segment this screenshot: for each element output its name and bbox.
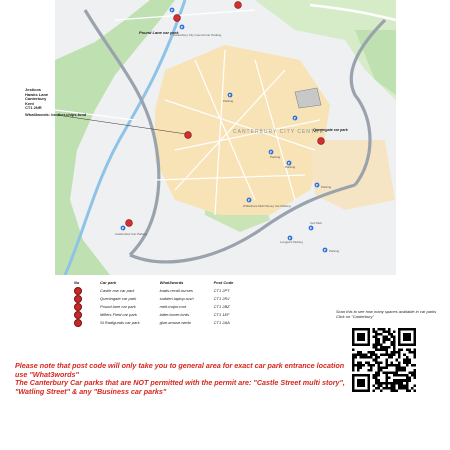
table-row (70, 287, 237, 295)
car-park-w3w: melt.major.root (159, 304, 187, 310)
svg-text:P: P (269, 150, 273, 155)
car-park-marker-icon (74, 319, 82, 327)
map-label-parking: Parking (285, 165, 296, 169)
parking-icon[interactable] (323, 248, 328, 253)
column-header: No (74, 280, 80, 286)
car-park-pin[interactable] (318, 138, 325, 145)
map-label-parking: Parking (329, 249, 340, 253)
parking-icon[interactable] (180, 25, 185, 30)
table-row (70, 319, 237, 327)
map-label-pound-lane: Pound Lane car park (139, 30, 179, 35)
office-address-callout (25, 88, 86, 118)
table-row (70, 303, 237, 311)
svg-text:P: P (315, 183, 319, 188)
svg-text:P: P (247, 198, 251, 203)
map-label-parking: Parking (223, 99, 234, 103)
district-label: CANTERBURY CITY CENTRE (233, 129, 324, 135)
map-label-queningate: Queningate car park (313, 128, 348, 132)
car-park-postcode: CT1 2BZ (213, 304, 230, 310)
parking-icon[interactable] (293, 116, 298, 121)
map-label-car-park: Car Park (310, 221, 322, 225)
car-park-name: Castle row car park (100, 288, 135, 294)
car-park-marker-icon (74, 295, 82, 303)
table-row (70, 311, 237, 319)
svg-text:P: P (180, 25, 184, 30)
address-line: Kent (25, 100, 34, 106)
svg-text:P: P (288, 236, 292, 241)
car-park-pin[interactable] (235, 2, 242, 9)
car-park-name: Pound lane car park (100, 304, 136, 310)
car-park-marker-icon (74, 311, 82, 319)
map-label-canterbury-coach: Canterbury City Council Car Parking (173, 33, 222, 37)
map-label-parking: Parking (321, 185, 332, 189)
car-park-table (70, 279, 237, 327)
cathedral-building (295, 88, 321, 108)
parking-icon[interactable] (315, 183, 320, 188)
car-park-name: St Radigunds car park (100, 320, 140, 326)
car-park-postcode: CT1 2AA (213, 320, 230, 326)
parking-icon[interactable] (121, 226, 126, 231)
car-park-name: Queningate car park (100, 296, 137, 302)
map-label-castle-row: Castle Row Car Parking (115, 232, 148, 236)
w3w-value: brother.chips.fond (51, 111, 87, 117)
column-header: Car park (100, 280, 117, 286)
car-park-postcode: CT1 1EF (213, 312, 230, 318)
column-header: What3words (159, 280, 184, 286)
car-park-marker-icon (74, 287, 82, 295)
car-park-w3w: sudden.laptop.rush (159, 296, 194, 302)
svg-text:P: P (287, 161, 291, 166)
parking-icon[interactable] (247, 198, 252, 203)
permit-notice (15, 362, 345, 396)
notice-line: Please note that post code will only take you to general area for exact car park entrance location use "What3words" (15, 361, 345, 379)
column-header: Post Code (213, 280, 234, 286)
car-park-w3w: loads.recall.nurses (159, 288, 193, 294)
address-line: CT1 2NR (25, 105, 42, 111)
qr-code[interactable] (352, 328, 416, 392)
car-park-pin[interactable] (126, 220, 133, 227)
svg-text:P: P (121, 226, 125, 231)
car-park-w3w: glue.amuse.wedo (159, 320, 191, 326)
map-label-longport: Longport Parking (280, 240, 303, 244)
car-park-name: Millers Field car park (100, 312, 137, 318)
parking-icon[interactable] (269, 150, 274, 155)
car-park-postcode: CT1 2RJ (213, 296, 230, 302)
car-park-postcode: CT1 2PT (213, 288, 230, 294)
table-row (70, 295, 237, 303)
svg-text:P: P (170, 8, 174, 13)
car-park-w3w: latter.boxer.lords (159, 312, 190, 318)
city-map[interactable] (55, 0, 396, 275)
address-line: Jesticos (25, 87, 42, 92)
svg-text:P: P (309, 226, 313, 231)
car-park-marker-icon (74, 303, 82, 311)
address-line: Hawks Lane (25, 91, 49, 97)
qr-instructions: Scan this to see how many spaces available in car parks Click on "Canterbury" (336, 309, 437, 319)
svg-text:P: P (228, 93, 232, 98)
table-header-row (70, 279, 237, 287)
w3w-label: What3words: (25, 111, 51, 117)
car-park-pin[interactable] (174, 15, 181, 22)
map-label-whitefriars: Whitefriars Multi Storey Car Parking (243, 204, 291, 208)
map-label-parking: Parking (270, 155, 281, 159)
svg-text:P: P (323, 248, 327, 253)
svg-text:P: P (293, 116, 297, 121)
parking-icon[interactable] (309, 226, 314, 231)
notice-line: The Canterbury Car parks that are NOT permitted with the permit are: "Castle Street multi story", "Watling Street" & any "Business car parks" (15, 378, 345, 396)
parking-icon[interactable] (228, 93, 233, 98)
address-line: Canterbury (25, 96, 47, 102)
car-park-pin[interactable] (185, 132, 192, 139)
parking-icon[interactable] (170, 8, 175, 13)
